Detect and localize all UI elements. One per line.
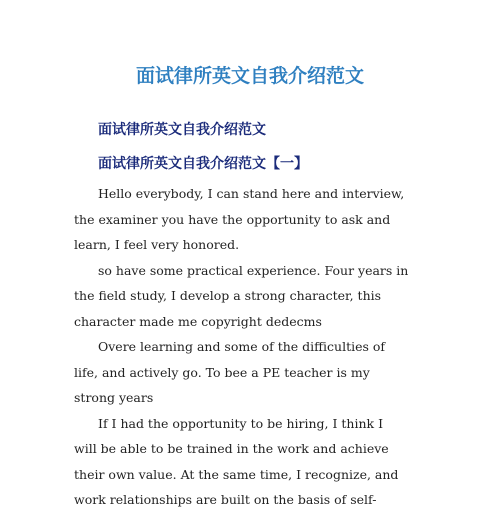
paragraph-3	[74, 334, 424, 411]
paragraph-line: the examiner you have the opportunity to ask and	[74, 211, 391, 227]
document-heading: 面试律所英文自我介绍范文	[98, 122, 266, 138]
paragraph-line: strong years	[74, 390, 154, 405]
paragraph-1	[74, 181, 424, 258]
body-text	[74, 181, 424, 513]
document-title: 面试律所英文自我介绍范文	[135, 65, 364, 87]
paragraph-line: character made me copyright dedecms	[74, 313, 322, 329]
paragraph-line: so have some practical experience. Four years in	[98, 262, 409, 278]
paragraph-line: If I had the opportunity to be hiring, I think I	[98, 415, 384, 431]
paragraph-2	[74, 258, 424, 335]
paragraph-line: life, and actively go. To bee a PE teacher is my	[74, 364, 370, 380]
paragraph-line: Hello everybody, I can stand here and interview,	[98, 186, 405, 201]
paragraph-line: Overe learning and some of the difficulties of	[98, 339, 386, 354]
paragraph-line: the field study, I develop a strong character, this	[74, 288, 382, 303]
paragraph-line: learn, I feel very honored.	[74, 237, 240, 252]
section-heading: 面试律所英文自我介绍范文【一】	[98, 156, 308, 172]
paragraph-line: their own value. At the same time, I recognize, and	[74, 466, 399, 482]
paragraph-line: will be able to be trained in the work and achieve	[74, 441, 389, 456]
paragraph-line: work relationships are built on the basis of self-	[74, 492, 377, 507]
paragraph-4	[74, 411, 424, 513]
